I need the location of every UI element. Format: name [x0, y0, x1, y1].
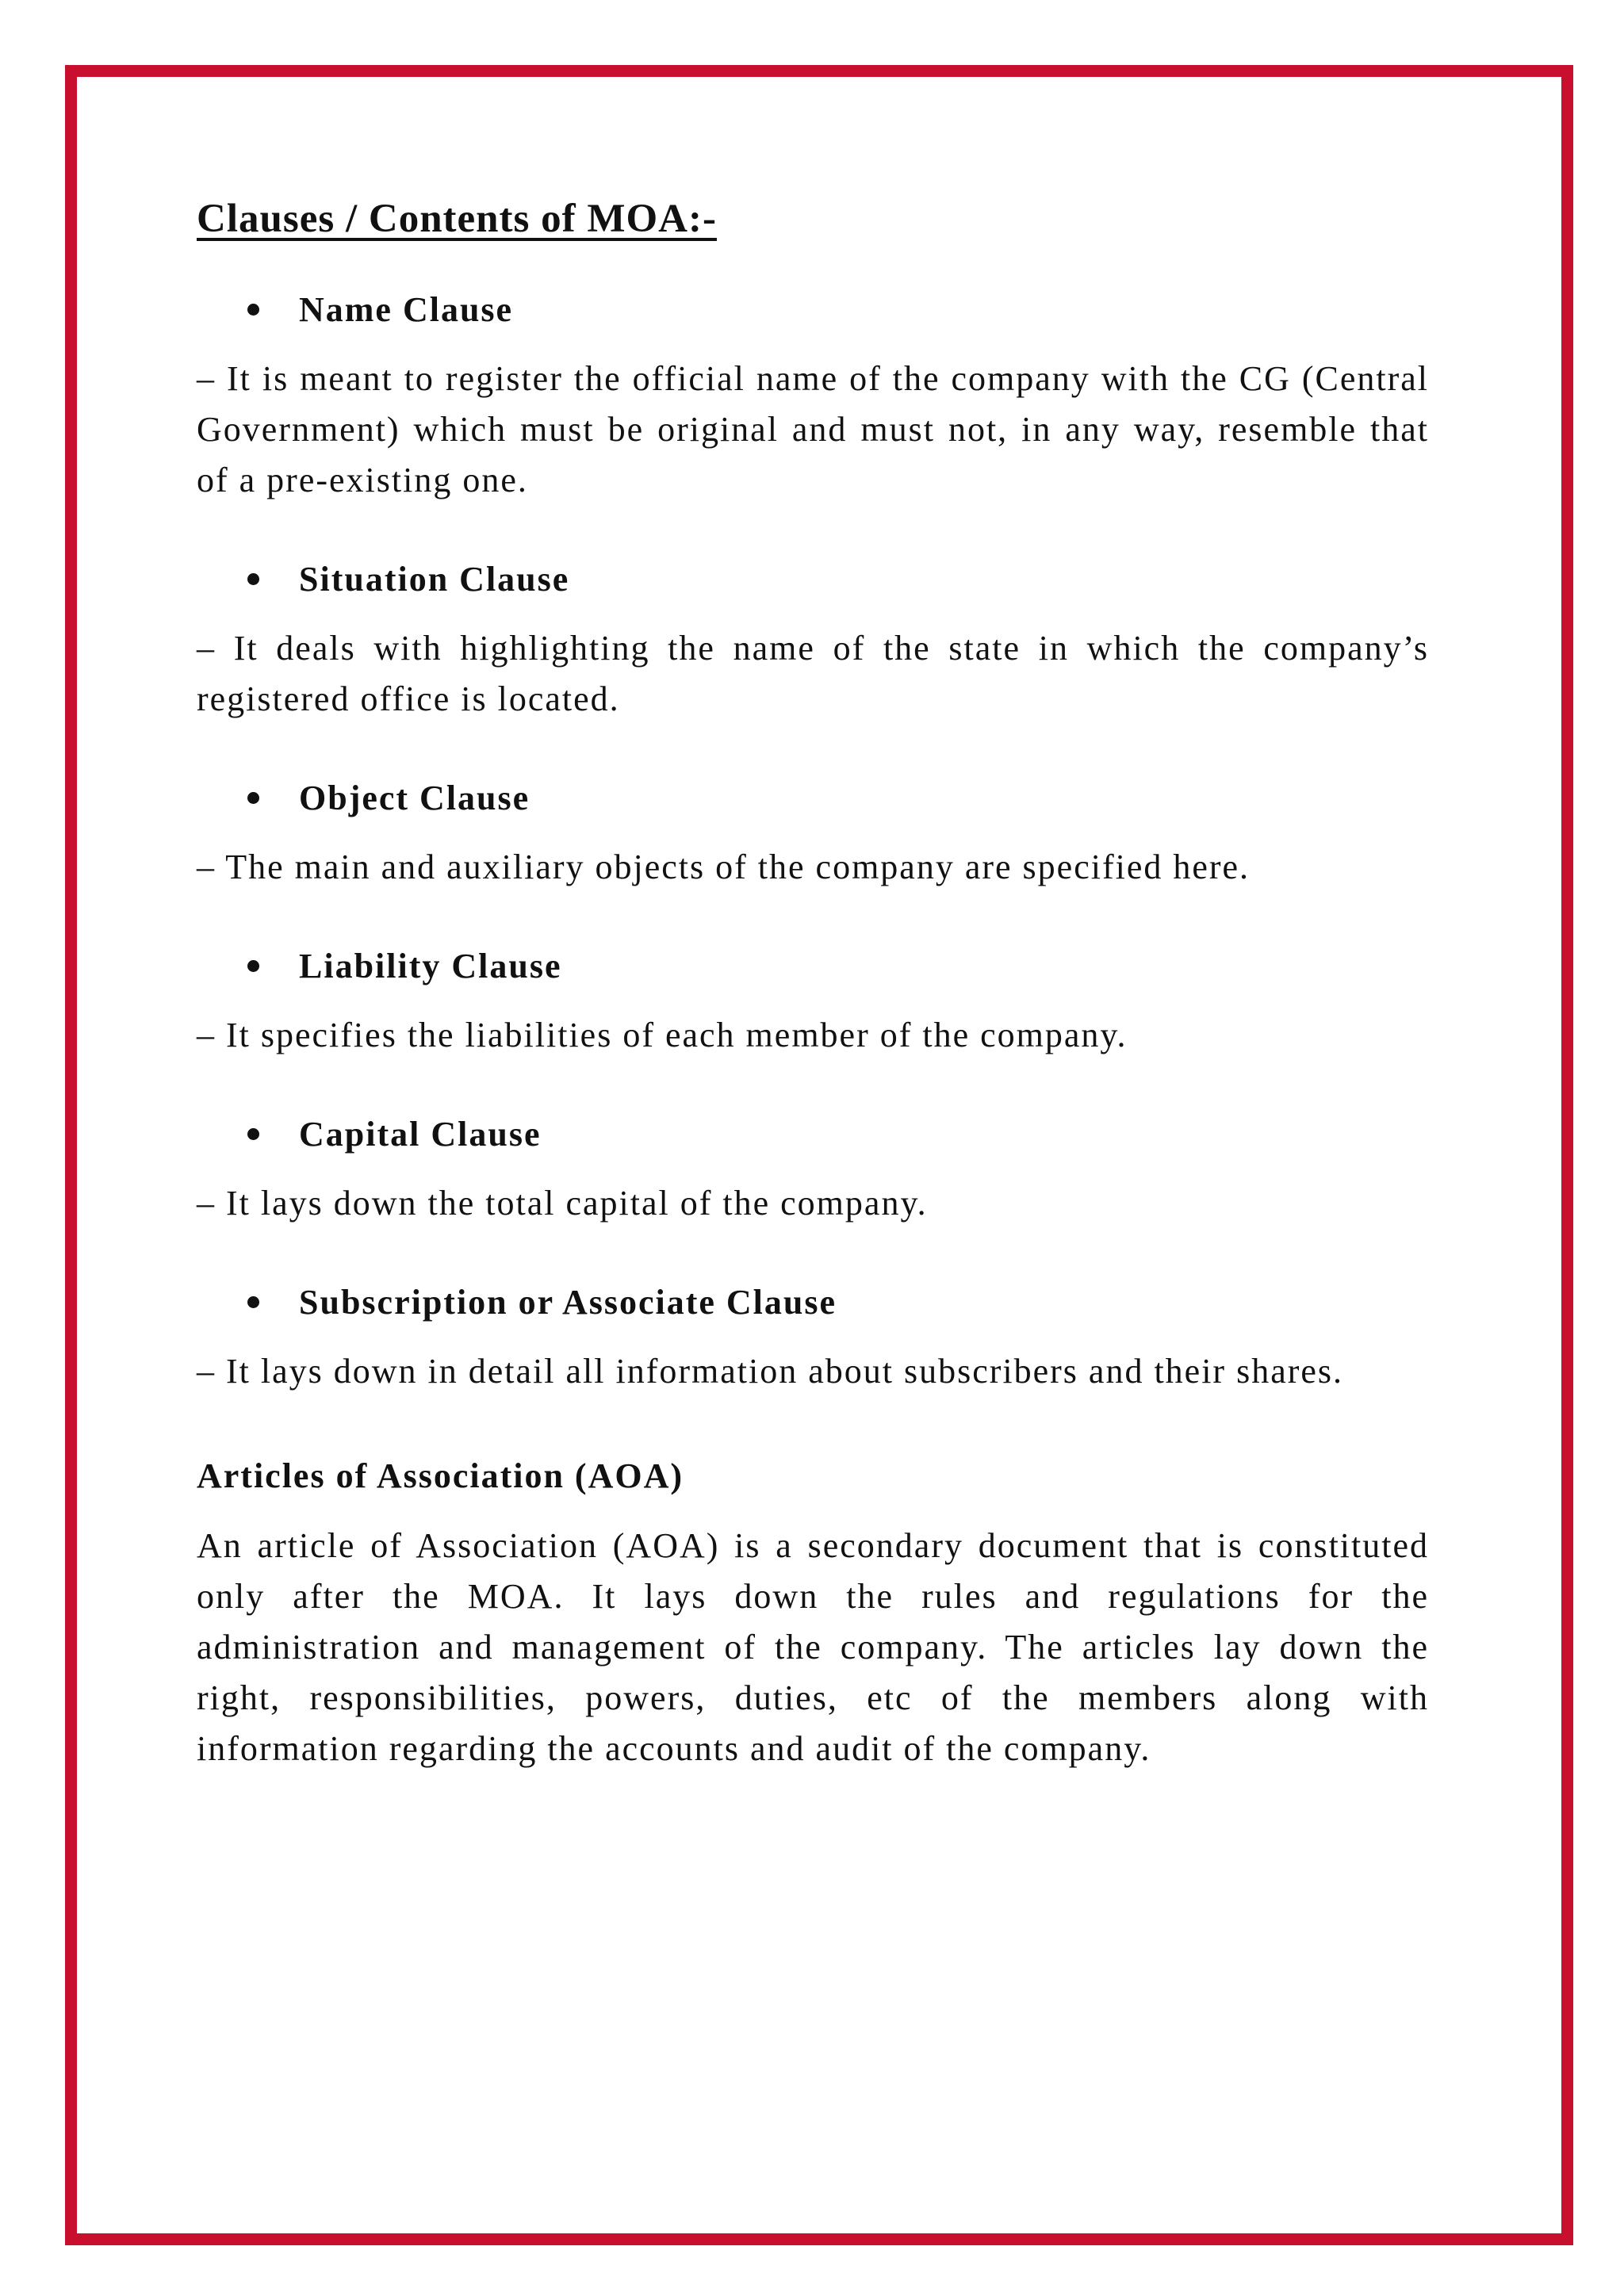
clause-body: – It specifies the liabilities of each member of the company. — [197, 1016, 1128, 1054]
bullet-icon — [247, 573, 259, 585]
clause-body: – It lays down the total capital of the company. — [197, 1184, 928, 1223]
clause-heading: Capital Clause — [299, 1114, 542, 1154]
clause-capital — [197, 1108, 1429, 1229]
clause-heading: Name Clause — [299, 289, 514, 329]
document-content — [197, 187, 1429, 1774]
bullet-icon — [247, 960, 259, 972]
clause-heading: Object Clause — [299, 778, 530, 817]
clause-body: – It is meant to register the official name of the company with the CG (Central Government) which must be original and must not, in any way, resemble that of a pre-existing one. — [197, 359, 1429, 499]
clause-subscription — [197, 1276, 1429, 1397]
aoa-body: An article of Association (AOA) is a secondary document that is constituted only after the MOA. It lays down the rules and regulations for the administration and management of the company. The articles lay down the right, responsibilities, powers, duties, etc of the members along with information regarding the accounts and audit of the company. — [197, 1526, 1429, 1768]
clause-situation — [197, 553, 1429, 725]
clause-heading: Subscription or Associate Clause — [299, 1282, 837, 1322]
clause-body: – The main and auxiliary objects of the company are specified here. — [197, 848, 1251, 886]
page-title: Clauses / Contents of MOA:- — [197, 197, 717, 241]
clause-name — [197, 284, 1429, 506]
clause-object — [197, 772, 1429, 893]
bullet-icon — [247, 304, 259, 316]
aoa-heading: Articles of Association (AOA) — [197, 1456, 684, 1495]
clause-heading: Situation Clause — [299, 559, 570, 599]
bullet-icon — [247, 1128, 259, 1140]
bullet-icon — [247, 1296, 259, 1308]
clause-liability — [197, 940, 1429, 1061]
clause-heading: Liability Clause — [299, 946, 562, 985]
clause-body: – It deals with highlighting the name of the state in which the company’s registered office is located. — [197, 629, 1429, 718]
bullet-icon — [247, 792, 259, 804]
clause-body: – It lays down in detail all information about subscribers and their shares. — [197, 1352, 1344, 1391]
